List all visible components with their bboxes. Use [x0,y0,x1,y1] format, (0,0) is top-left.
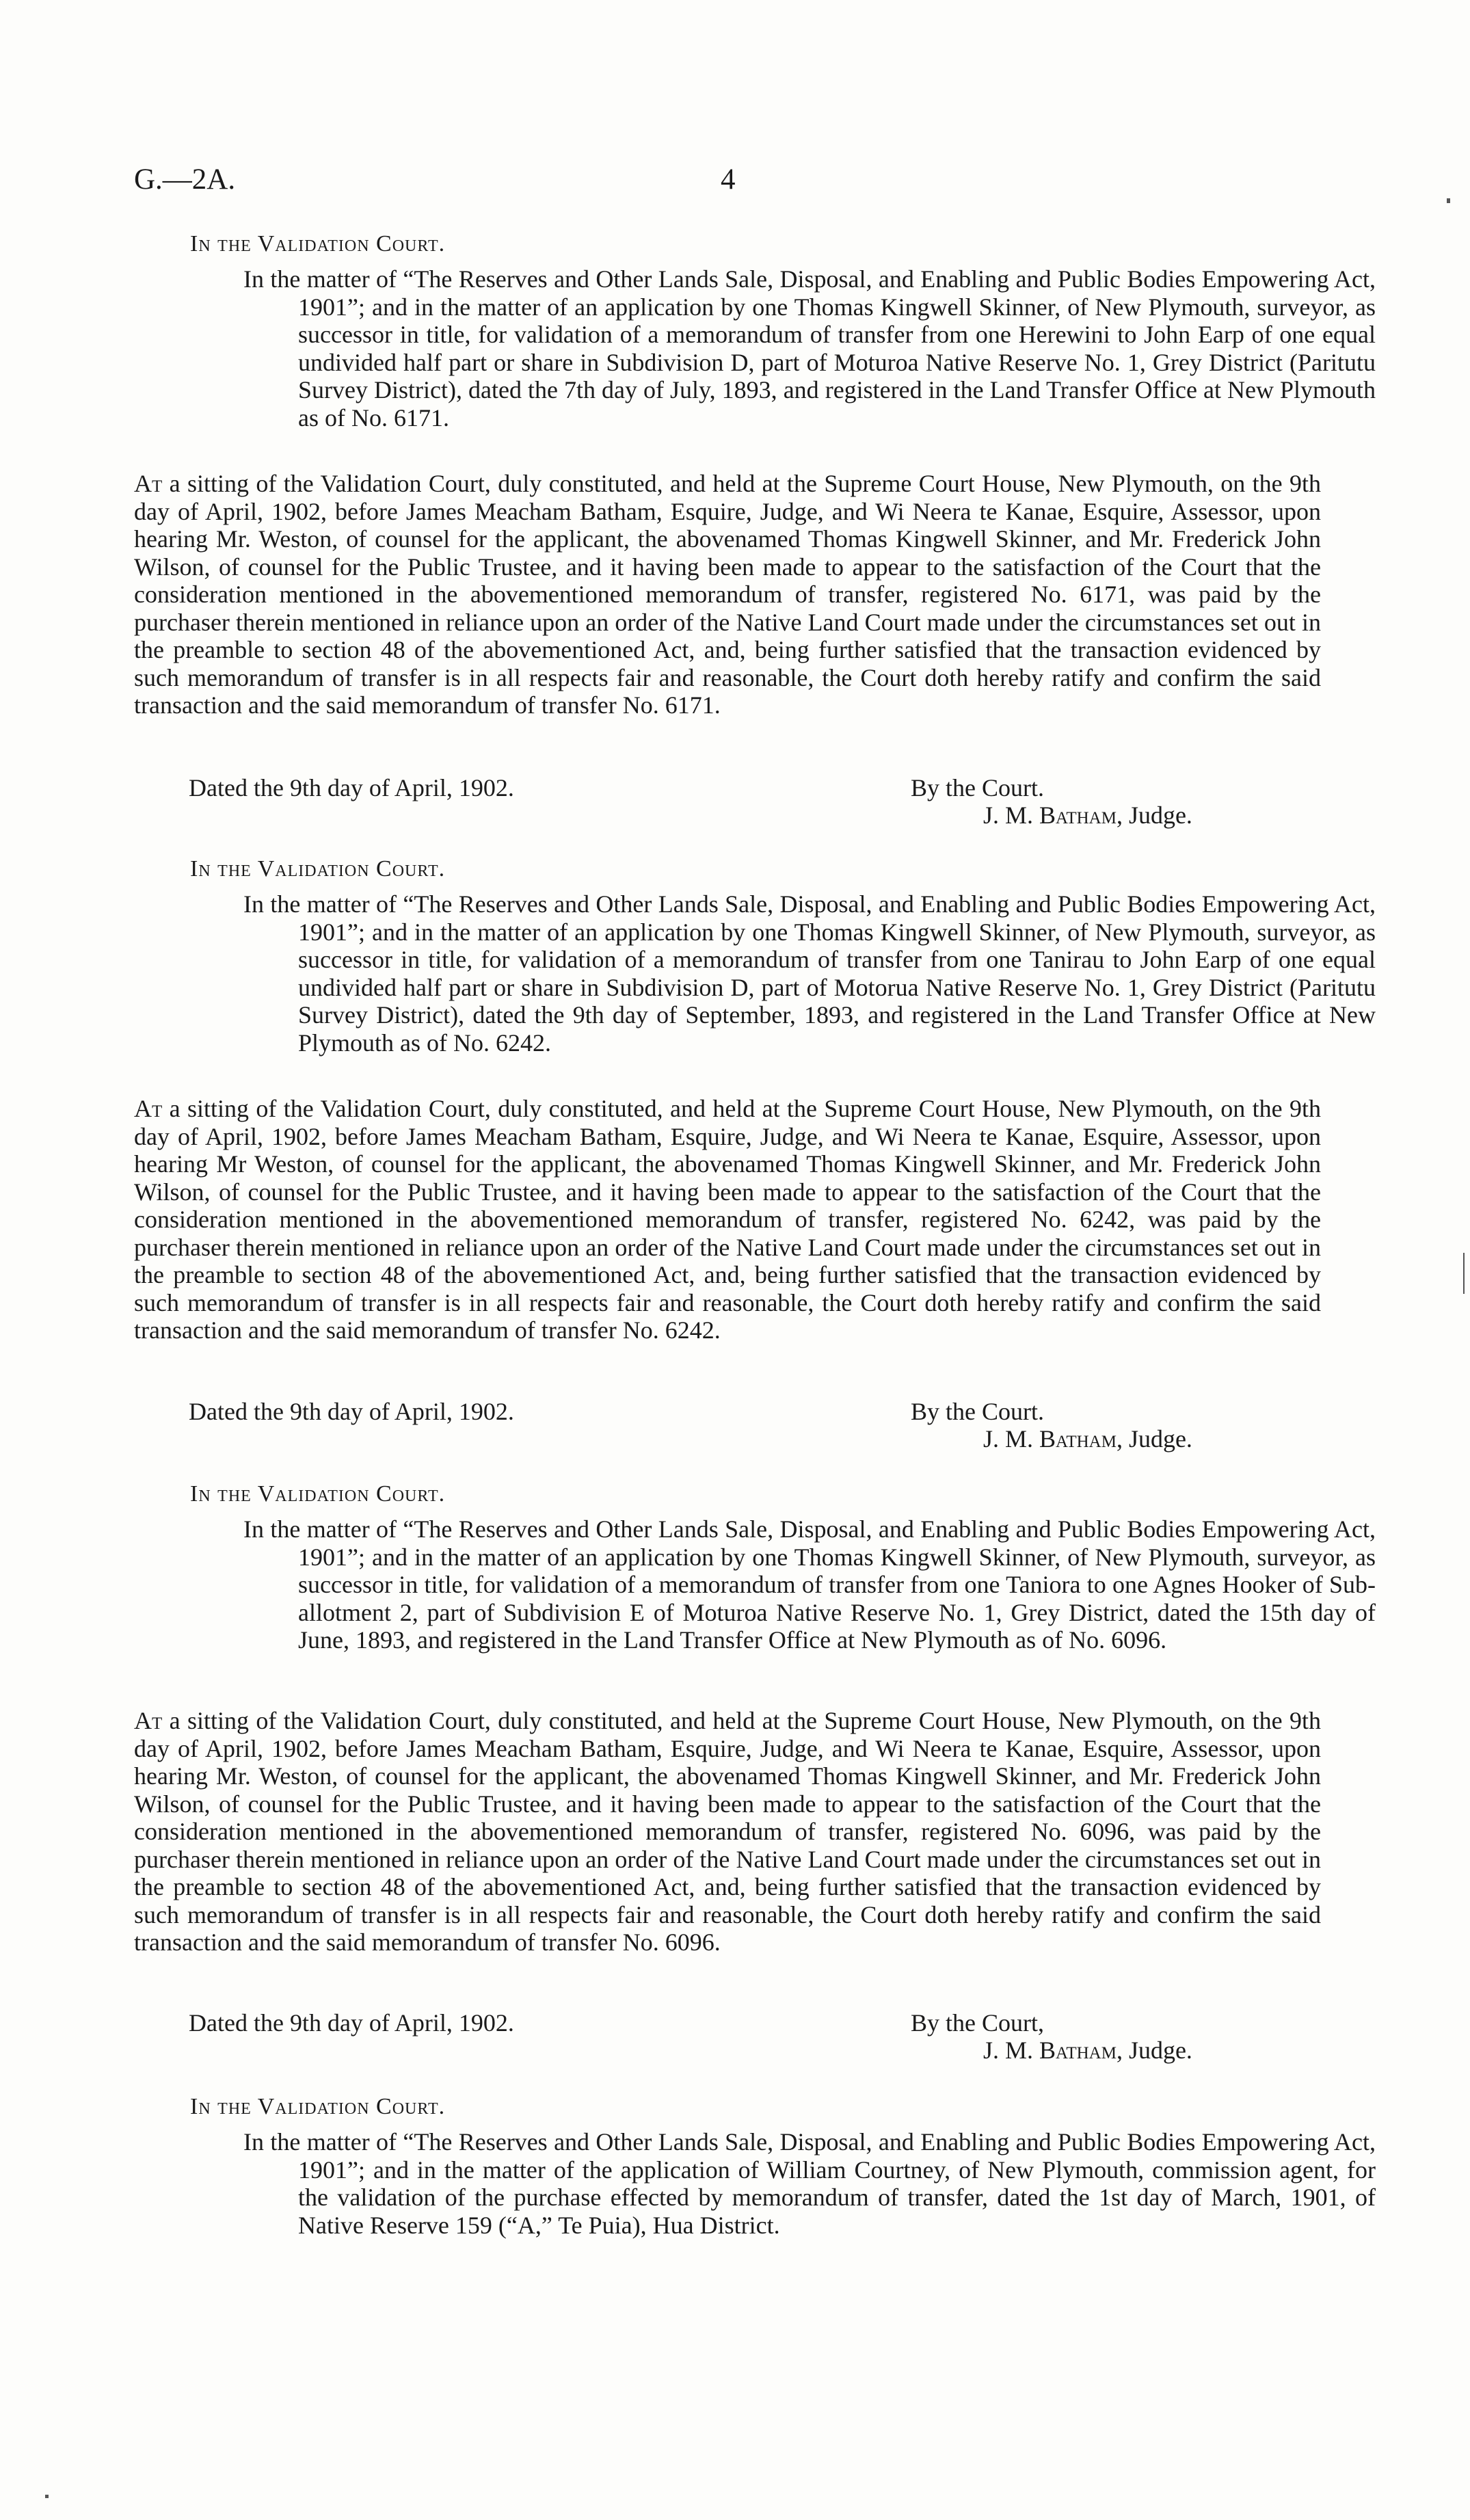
order-body [134,1707,1321,1957]
judge-title: , Judge. [1116,801,1192,829]
order-body [134,470,1321,719]
judge-name: Batham [1039,801,1117,829]
court-heading: In the Validation Court. [190,1481,446,1507]
order-lead: At [134,1707,163,1734]
dated-line: Dated the 9th day of April, 1902. [189,1398,514,1425]
matter-paragraph: In the matter of “The Reserves and Other Lands Sale, Disposal, and Enabling and Public Bodies Empowering Act, 1901”; and in the matter of an application by one Thomas Kingwell Skinner, of New Plymouth, surveyor, as successor in title, for validation of a memorandum of transfer from one Herewini to John Earp of one equal undivided half part or share in Subdivision D, part of Moturoa Native Reserve No. 1, Grey District (Paritutu Survey District), dated the 7th day of July, 1893, and registered in the Land Transfer Office at New Plymouth as of No. 6171. [243,265,1376,432]
order-lead: At [134,470,163,497]
judge-title: , Judge. [1116,2037,1192,2064]
order-text: a sitting of the Validation Court, duly constituted, and held at the Supreme Court House, New Plymouth, on the 9th day of April, 1902, before James Meacham Batham, Esquire, Judge, and Wi Neera te Kanae, Esquire, Assessor, upon hearing Mr Weston, of counsel for the applicant, the abovenamed Thomas Kingwell Skinner, and Mr. Frederick John Wilson, of counsel for the Public Trustee, and it having been made to appear to the satisfaction of the Court that the consideration mentioned in the abovementioned memorandum of transfer, registered No. 6242, was paid by the purchaser therein mentioned in reliance upon an order of the Native Land Court made under the circumstances set out in the preamble to section 48 of the abovementioned Act, and, being further satisfied that the transaction evidenced by such memorandum of transfer is in all respects fair and reasonable, the Court doth hereby ratify and confirm the said transaction and the said memorandum of transfer No. 6242. [134,1095,1321,1344]
page-number: 4 [721,163,736,196]
by-court-line: By the Court. [911,774,1044,801]
document-code: G.—2A. [134,163,236,196]
dated-line: Dated the 9th day of April, 1902. [189,774,514,801]
matter-paragraph: In the matter of “The Reserves and Other Lands Sale, Disposal, and Enabling and Public Bodies Empowering Act, 1901”; and in the matter of an application by one Thomas Kingwell Skinner, of New Plymouth, surveyor, as successor in title, for validation of a memorandum of transfer from one Taniora to one Agnes Hooker of Sub-allotment 2, part of Subdivision E of Moturoa Native Reserve No. 1, Grey District, dated the 15th day of June, 1893, and registered in the Land Transfer Office at New Plymouth as of No. 6096. [243,1515,1376,1654]
by-court-line: By the Court. [911,1398,1044,1425]
order-body [134,1095,1321,1344]
judge-signature [983,801,1192,830]
judge-signature [983,1424,1192,1453]
matter-paragraph: In the matter of “The Reserves and Other Lands Sale, Disposal, and Enabling and Public Bodies Empowering Act, 1901”; and in the matter of an application by one Thomas Kingwell Skinner, of New Plymouth, surveyor, as successor in title, for validation of a memorandum of transfer from one Tanirau to John Earp of one equal undivided half part or share in Subdivision D, part of Motorua Native Reserve No. 1, Grey District (Paritutu Survey District), dated the 9th day of September, 1893, and registered in the Land Transfer Office at New Plymouth as of No. 6242. [243,890,1376,1057]
court-heading: In the Validation Court. [190,231,446,256]
margin-mark [1463,1253,1465,1294]
judge-title: , Judge. [1116,1425,1192,1453]
matter-paragraph: In the matter of “The Reserves and Other Lands Sale, Disposal, and Enabling and Public Bodies Empowering Act, 1901”; and in the matter of the application of William Courtney, of New Plymouth, commission agent, for the validation of the purchase effected by memorandum of transfer, dated the 1st day of March, 1901, of Native Reserve 159 (“A,” Te Puia), Hua District. [243,2128,1376,2239]
print-speck [1447,198,1450,203]
print-speck [45,2495,49,2498]
by-court-line: By the Court, [911,2009,1044,2037]
order-text: a sitting of the Validation Court, duly constituted, and held at the Supreme Court House, New Plymouth, on the 9th day of April, 1902, before James Meacham Batham, Esquire, Judge, and Wi Neera te Kanae, Esquire, Assessor, upon hearing Mr. Weston, of counsel for the applicant, the abovenamed Thomas Kingwell Skinner, and Mr. Frederick John Wilson, of counsel for the Public Trustee, and it having been made to appear to the satisfaction of the Court that the consideration mentioned in the abovementioned memorandum of transfer, registered No. 6096, was paid by the purchaser therein mentioned in reliance upon an order of the Native Land Court made under the circumstances set out in the preamble to section 48 of the abovementioned Act, and, being further satisfied that the transaction evidenced by such memorandum of transfer is in all respects fair and reasonable, the Court doth hereby ratify and confirm the said transaction and the said memorandum of transfer No. 6096. [134,1707,1321,1956]
judge-initials: J. M. [983,1425,1034,1453]
court-heading: In the Validation Court. [190,856,446,881]
judge-name: Batham [1039,1425,1117,1453]
judge-signature [983,2036,1192,2065]
judge-initials: J. M. [983,2037,1034,2064]
order-text: a sitting of the Validation Court, duly constituted, and held at the Supreme Court House, New Plymouth, on the 9th day of April, 1902, before James Meacham Batham, Esquire, Judge, and Wi Neera te Kanae, Esquire, Assessor, upon hearing Mr. Weston, of counsel for the applicant, the abovenamed Thomas Kingwell Skinner, and Mr. Frederick John Wilson, of counsel for the Public Trustee, and it having been made to appear to the satisfaction of the Court that the consideration mentioned in the abovementioned memorandum of transfer, registered No. 6171, was paid by the purchaser therein mentioned in reliance upon an order of the Native Land Court made under the circumstances set out in the preamble to section 48 of the abovementioned Act, and, being further satisfied that the transaction evidenced by such memorandum of transfer is in all respects fair and reasonable, the Court doth hereby ratify and confirm the said transaction and the said memorandum of transfer No. 6171. [134,470,1321,719]
court-heading: In the Validation Court. [190,2094,446,2119]
judge-initials: J. M. [983,801,1034,829]
dated-line: Dated the 9th day of April, 1902. [189,2009,514,2037]
judge-name: Batham [1039,2037,1117,2064]
order-lead: At [134,1095,163,1122]
